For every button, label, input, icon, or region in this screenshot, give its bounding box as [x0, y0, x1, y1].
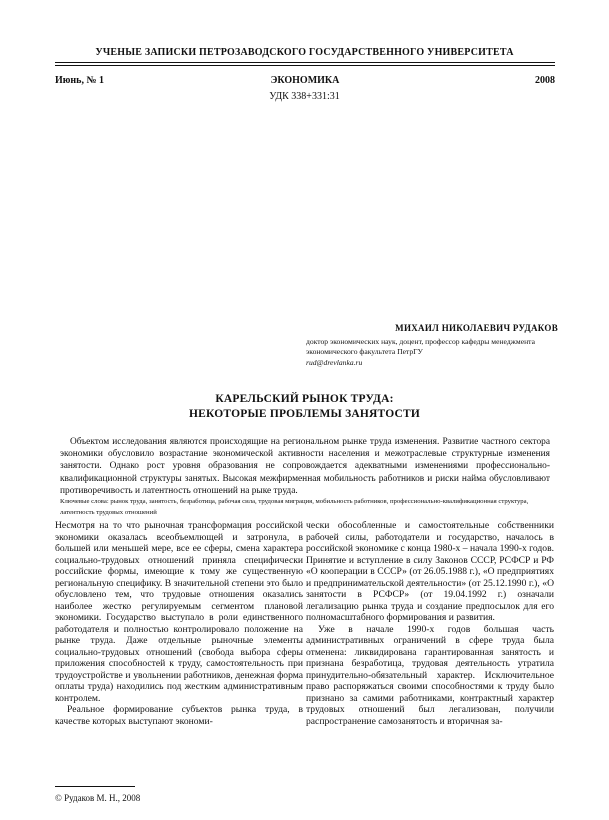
footnote-rule [55, 786, 135, 787]
copyright-note: © Рудаков М. Н., 2008 [55, 793, 141, 803]
journal-title: УЧЕНЫЕ ЗАПИСКИ ПЕТРОЗАВОДСКОГО ГОСУДАРСТВЕННОГО УНИВЕРСИТЕТА [95, 47, 514, 58]
paragraph: Реальное формирование субъектов рынка труда, в качестве которых выступают экономи- [55, 704, 303, 727]
title-line-2: НЕКОТОРЫЕ ПРОБЛЕМЫ ЗАНЯТОСТИ [188, 408, 421, 420]
keywords: Ключевые слова: рынок труда, занятость, безработица, рабочая сила, трудовая миграция, мобильность работников, профессионально-квалификационная структура, латентность трудовых отношений [60, 498, 529, 516]
paragraph: Уже в начале 1990-х годов большая часть административных ограничений в сфере труда была отменена: ликвидирована гарантированная занятость и признана безработица, трудовая деятельность утратила принудительно-обязательный характер. Исключительное право распоряжаться своими способностями к труду было признано за самими работниками, контрактный характер трудовых отношений был легализован, получили распространение самозанятость и вторичная за- [306, 623, 554, 727]
author-email: rud@drevlanka.ru [306, 357, 363, 367]
title-line-1: КАРЕЛЬСКИЙ РЫНОК ТРУДА: [215, 393, 394, 405]
author-position: доктор экономических наук, доцент, профессор кафедры менеджмента экономического факультета ПетрГУ [306, 336, 535, 356]
article-title [0, 392, 609, 422]
paragraph: Несмотря на то что рыночная трансформация российской экономики оказалась всеобъемлющей и затронула, в большей или меньшей мере, все ее сферы, смена характера социально-трудовых отношений приняла специфически российские формы, имеющие к тому же существенную региональную специфику. В значительной степени это было обусловлено тем, что трудовые отношения оказались наиболее жестко регулируемым сегментом плановой экономики. Государство выступало в роли единственного работодателя и полностью контролировало положение на рынке труда. Даже отдельные рыночные элементы социально-трудовых отношений (свобода выбора сферы приложения способностей к труду, самостоятельность при трудоустройстве и увольнении работников, денежная форма оплаты труда) находились под жестким административным контролем. [55, 520, 303, 704]
abstract: Объектом исследования являются происходящие на региональном рынке труда изменения. Развитие частного сектора экономики обусловило возрастание экономической активности населения и межотраслевые структурные изменения занятости. Однако рост уровня образования не сопровождается адекватными изменениями профессионально-квалификационной структуры занятых. Высокая межфирменная мобильность работников и риски найма обусловливают противоречивость и латентность отношений на рыке труда. [60, 437, 550, 496]
issue-number: Июнь, № 1 [55, 75, 105, 86]
paragraph: чески обособленные и самостоятельные собственники рабочей силы, работодатели и государство, началось в российской экономике с конца 1980-х – начала 1990-х годов. Принятие и вступление в силу Законов СССР, РСФСР и РФ «О кооперации в СССР» (от 26.05.1988 г.), «О предприятиях и предпринимательской деятельности» (от 25.12.1990 г.), «О занятости в РСФСР» (от 19.04.1992 г.) означали легализацию рынка труда и создание предпосылок для его полномасштабного формирования и развития. [306, 520, 554, 623]
header-rule-top [55, 62, 555, 63]
body-column-left [55, 520, 303, 727]
header-rule-bottom [55, 65, 555, 66]
author-block [306, 323, 558, 368]
issue-year: 2008 [535, 75, 555, 86]
body-column-right [306, 520, 554, 727]
section-name: ЭКОНОМИКА [270, 75, 340, 86]
author-name: МИХАИЛ НИКОЛАЕВИЧ РУДАКОВ [395, 323, 558, 333]
udk-code: УДК 338+331:31 [269, 91, 340, 102]
